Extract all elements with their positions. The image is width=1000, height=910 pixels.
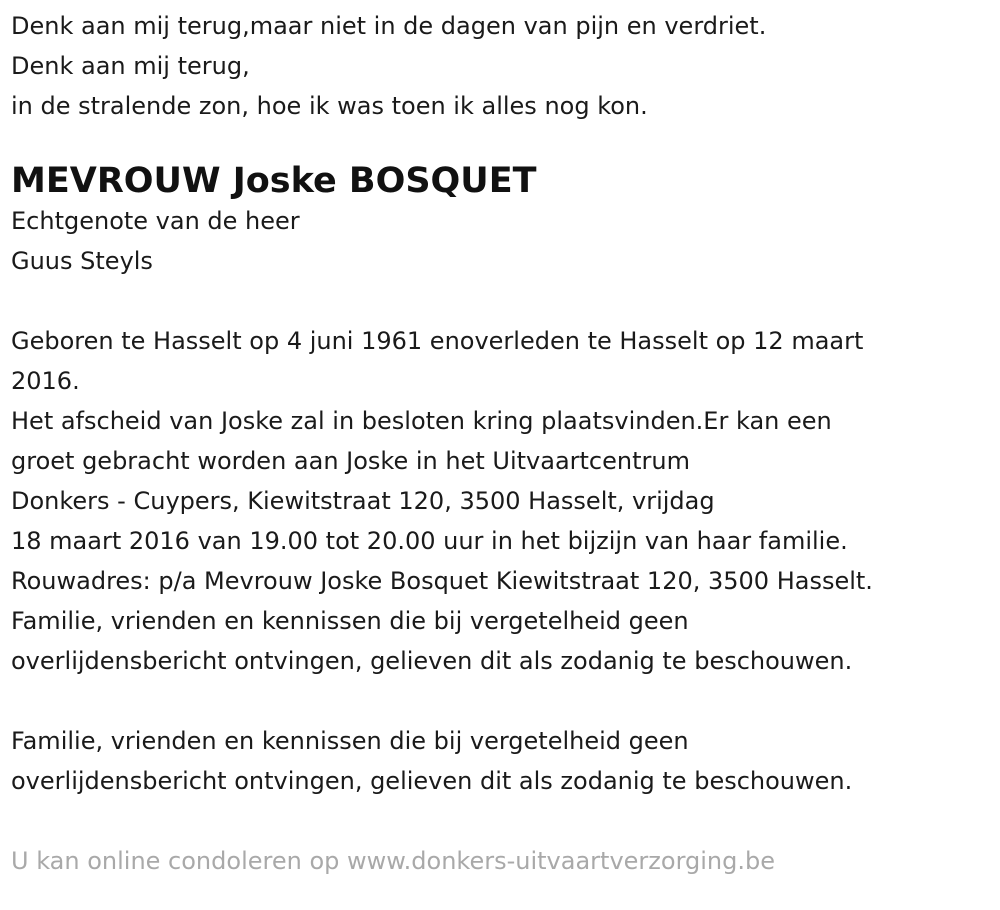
closing-note xyxy=(11,721,1000,801)
body-line: Familie, vrienden en kennissen die bij vergetelheid geen xyxy=(11,607,689,635)
closing-line: overlijdensbericht ontvingen, gelieven dit als zodanig te beschouwen. xyxy=(11,767,853,795)
body-line: Geboren te Hasselt op 4 juni 1961 enoverleden te Hasselt op 12 maart xyxy=(11,327,864,355)
body-line: 2016. xyxy=(11,367,80,395)
spouse-line: Echtgenote van de heer xyxy=(11,207,300,235)
body-line: groet gebracht worden aan Joske in het Uitvaartcentrum xyxy=(11,447,690,475)
spouse-info xyxy=(11,201,1000,281)
poem-line: in de stralende zon, hoe ik was toen ik alles nog kon. xyxy=(11,92,648,120)
spacer xyxy=(11,681,1000,721)
deceased-name: MEVROUW Joske BOSQUET xyxy=(11,161,537,201)
poem-line: Denk aan mij terug,maar niet in de dagen van pijn en verdriet. xyxy=(11,12,767,40)
spacer xyxy=(11,126,1000,166)
spouse-line: Guus Steyls xyxy=(11,247,153,275)
body-line: Rouwadres: p/a Mevrouw Joske Bosquet Kiewitstraat 120, 3500 Hasselt. xyxy=(11,567,873,595)
poem xyxy=(11,0,1000,126)
closing-line: Familie, vrienden en kennissen die bij vergetelheid geen xyxy=(11,727,689,755)
body-line: Het afscheid van Joske zal in besloten kring plaatsvinden.Er kan een xyxy=(11,407,832,435)
poem-line: Denk aan mij terug, xyxy=(11,52,250,80)
spacer xyxy=(11,281,1000,321)
obituary-body xyxy=(11,321,1000,681)
condolence-footer: U kan online condoleren op www.donkers-uitvaartverzorging.be xyxy=(11,847,775,875)
body-line: overlijdensbericht ontvingen, gelieven dit als zodanig te beschouwen. xyxy=(11,647,853,675)
body-line: Donkers - Cuypers, Kiewitstraat 120, 3500 Hasselt, vrijdag xyxy=(11,487,715,515)
spacer xyxy=(11,801,1000,841)
body-line: 18 maart 2016 van 19.00 tot 20.00 uur in het bijzijn van haar familie. xyxy=(11,527,848,555)
